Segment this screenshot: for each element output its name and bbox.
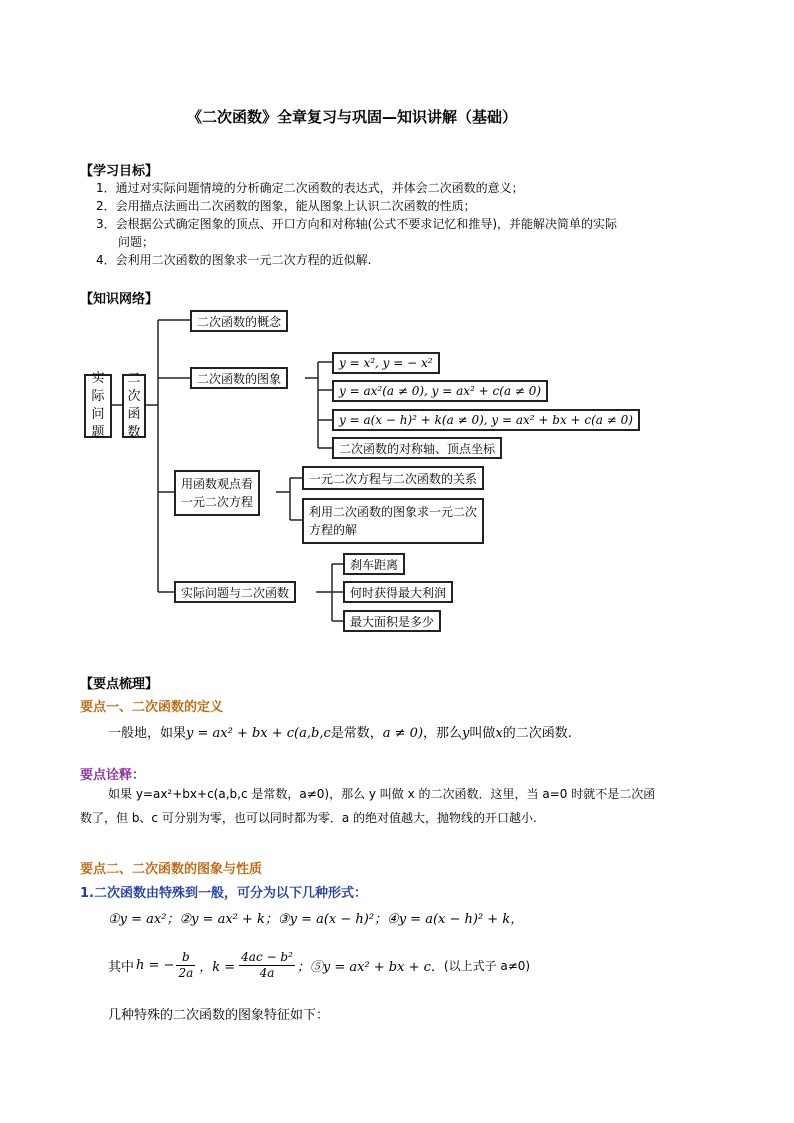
def-text-a: 一般地，如果 [108,726,187,741]
graph-item-3: y = a(x − h)² + k(a ≠ 0), y = ax² + bx + c(a ≠ 0) [332,409,640,431]
root-char: 实 [91,371,105,386]
k-equals: ，k = [199,960,236,975]
network-main-box [122,371,146,440]
form-note: (以上式子 a≠0) [443,959,531,973]
equation-item-1: 一元二次方程与二次函数的关系 [302,466,484,490]
point-2-title: 要点二、二次函数的图象与性质 [80,862,263,877]
h-fraction [176,950,195,981]
def-text-e: 的二次函数. [502,726,572,741]
points-heading: 【要点梳理】 [80,677,159,692]
practical-item-2: 何时获得最大利润 [343,581,453,603]
def-text-c: ，那么 [423,726,463,741]
network-heading: 【知识网络】 [80,292,159,307]
goals-heading: 【学习目标】 [80,164,159,179]
def-text-d: 叫做 [469,726,496,741]
goal-item-2: 2．会用描点法画出二次函数的图象，能从图象上认识二次函数的性质； [96,199,476,213]
goal-item-3: 3．会根据公式确定图象的顶点、开口方向和对称轴(公式不要求记忆和推导)，并能解决简单的实际 [96,217,618,231]
def-condition: a ≠ 0) [382,726,424,741]
root-char: 题 [91,425,105,440]
main-char: 数 [127,425,141,440]
goal-item-3-cont: 问题； [118,235,155,249]
point-1-title: 要点一、二次函数的定义 [80,700,224,715]
form-5: ；⑤y = ax² + bx + c． [296,960,444,975]
equation-line-2: 一元二次方程 [181,495,254,509]
main-char: 函 [127,407,141,422]
graph-item-2: y = ax²(a ≠ 0), y = ax² + c(a ≠ 0) [332,380,548,402]
concept-box: 二次函数的概念 [190,310,288,332]
page-title: 《二次函数》全章复习与巩固—知识讲解（基础） [187,108,518,126]
equation-line-1: 用函数观点看 [181,477,254,491]
practical-item-1: 刹车距离 [343,553,405,575]
graph-item-4: 二次函数的对称轴、顶点坐标 [332,437,502,459]
network-root-box [84,371,112,440]
goal-item-1: 1．通过对实际问题情境的分析确定二次函数的表达式，并体会二次函数的意义； [96,181,524,195]
h-denominator: 2a [178,966,194,980]
equation-item-2-line-1: 利用二次函数的图象求一元二次 [309,505,478,519]
root-char: 问 [91,407,105,422]
forms-list: ①y = ax²；②y = ax² + k；③y = a(x − h)²；④y = a(x − h)² + k， [108,912,524,927]
vertex-formulas [108,950,530,981]
def-x: x [495,726,503,741]
point-1-definition [108,726,572,742]
def-text-b: 是常数， [330,726,383,741]
k-numerator: 4ac − b² [241,950,293,964]
special-forms-intro: 几种特殊的二次函数的图象特征如下： [108,1008,330,1023]
main-char: 次 [127,389,141,404]
practical-box: 实际问题与二次函数 [174,581,296,603]
note-line-1: 如果 y=ax²+bx+c(a,b,c 是常数，a≠0)，那么 y 叫做 x 的二次函数．这里，当 a=0 时就不是二次函 [108,787,656,801]
note-title: 要点诠释： [80,768,146,783]
where-text: 其中 [108,960,135,975]
equation-item-2-line-2: 方程的解 [309,523,358,537]
k-fraction [239,950,295,981]
graph-box: 二次函数的图象 [190,367,288,389]
point-2-subtitle: 1.二次函数由特殊到一般，可分为以下几种形式： [80,886,367,901]
def-y: y [462,726,470,741]
h-equals: h = − [136,958,175,973]
h-numerator: b [176,950,195,966]
goal-item-4: 4．会利用二次函数的图象求一元二次方程的近似解. [96,253,372,267]
equation-box [174,470,260,516]
equation-item-2 [302,498,484,544]
def-formula: y = ax² + bx + c(a,b,c [186,726,331,741]
note-line-2: 数了，但 b、c 可分别为零，也可以同时都为零．a 的绝对值越大，抛物线的开口越小. [80,811,537,825]
k-denominator: 4a [259,966,275,980]
root-char: 际 [91,389,105,404]
main-char: 二 [127,371,141,386]
practical-item-3: 最大面积是多少 [343,610,441,632]
graph-item-1: y = x², y = − x² [332,352,440,374]
